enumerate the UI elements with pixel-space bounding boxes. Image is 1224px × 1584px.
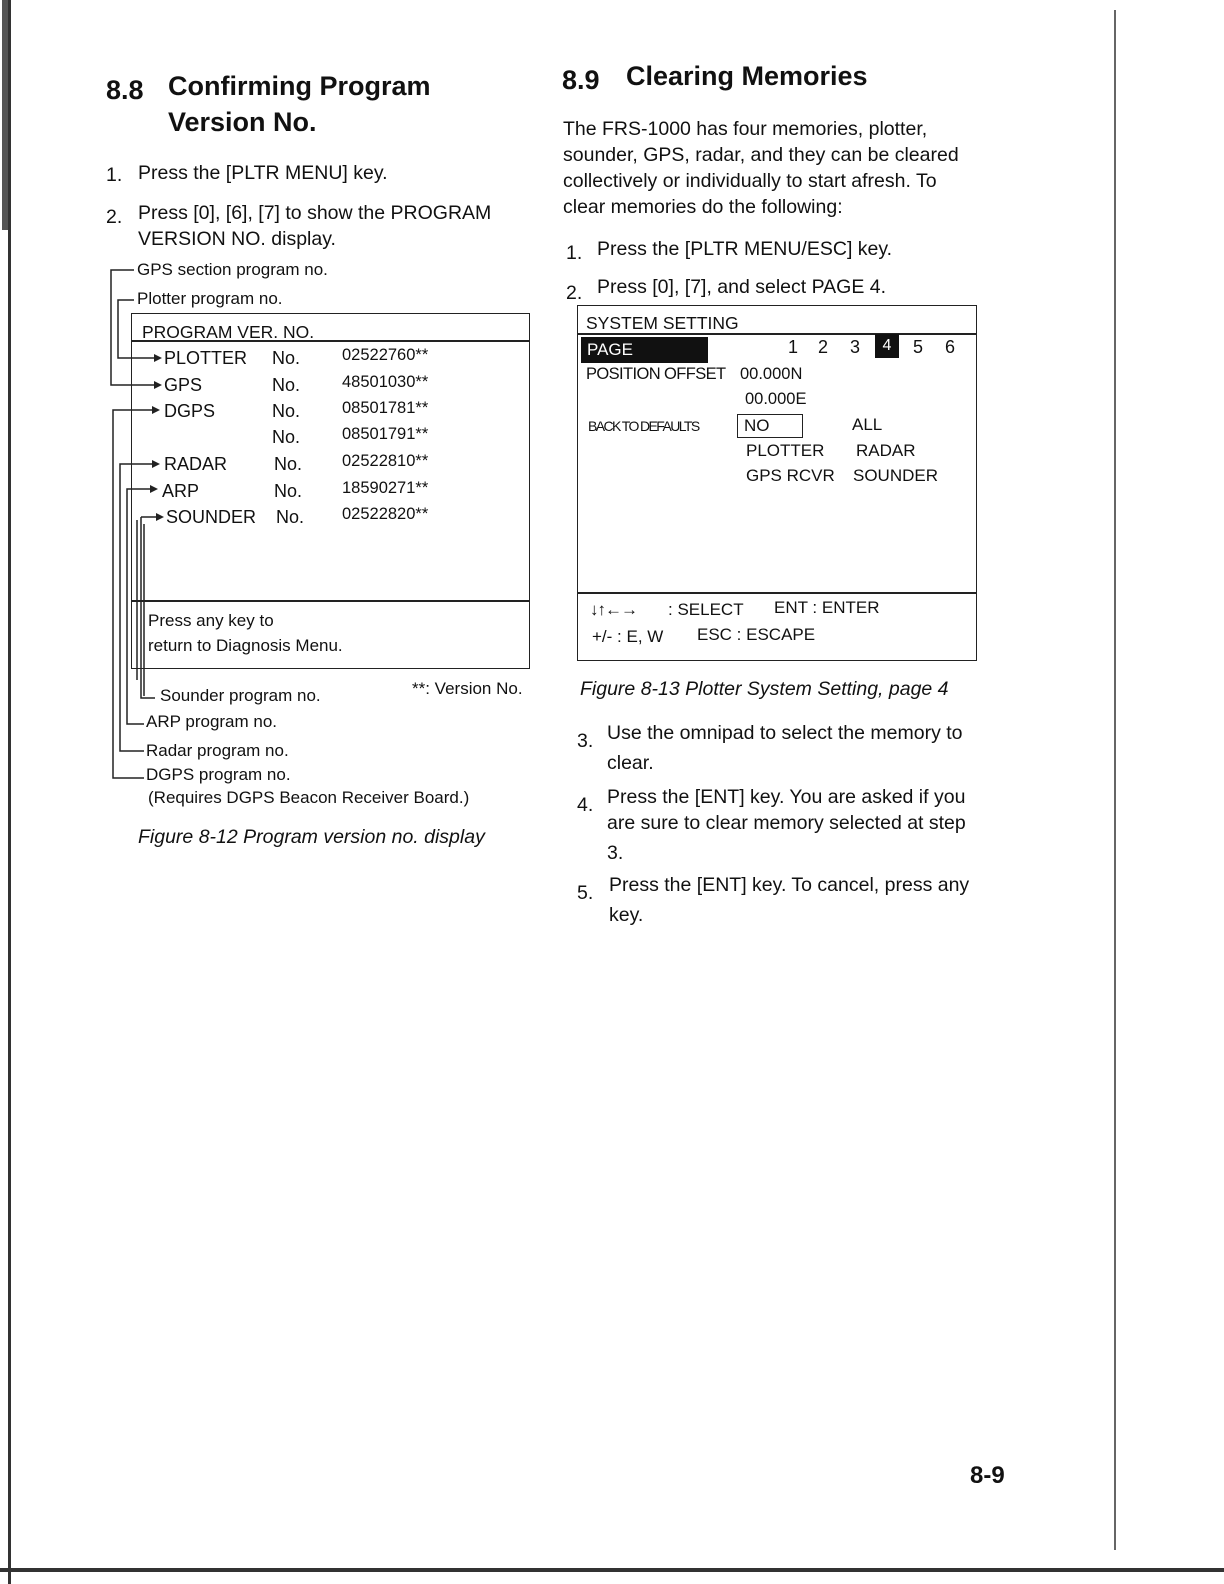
intro-line3: collectively or individually to start afresh. To <box>563 170 937 192</box>
row-dgps-ver: 08501781** <box>342 399 429 417</box>
section-title-line1: Confirming Program <box>168 71 431 101</box>
page-2[interactable]: 2 <box>818 337 829 357</box>
row-dgps2-no: No. <box>272 427 301 447</box>
page-1[interactable]: 1 <box>788 337 799 357</box>
right-step-3-number: 3. <box>577 730 594 752</box>
row-gps-no: No. <box>272 375 301 395</box>
step-2-text-line2: VERSION NO. display. <box>138 228 336 250</box>
option-plotter[interactable]: PLOTTER <box>746 441 825 460</box>
row-dgps2-ver: 08501791** <box>342 425 429 443</box>
help-arrows: ↓↑←→ <box>590 600 637 619</box>
requires-note: (Requires DGPS Beacon Receiver Board.) <box>148 788 470 807</box>
option-radar[interactable]: RADAR <box>856 441 916 460</box>
row-arp-no: No. <box>274 481 303 501</box>
row-sounder-ver: 02522820** <box>342 505 429 523</box>
screen-footer-line1: Press any key to <box>148 611 274 630</box>
row-plotter-no: No. <box>272 348 301 368</box>
row-sounder-no: No. <box>276 507 305 527</box>
row-radar-no: No. <box>274 454 303 474</box>
help-ew: +/- : E, W <box>592 627 664 646</box>
screen-title: PROGRAM VER. NO. <box>142 322 315 342</box>
help-select: : SELECT <box>668 600 744 619</box>
section-number-8-9: 8.9 <box>562 65 600 95</box>
right-step-5-line1: Press the [ENT] key. To cancel, press any <box>609 874 970 896</box>
right-step-4-line1: Press the [ENT] key. You are asked if you <box>607 786 966 808</box>
row-gps-ver: 48501030** <box>342 373 429 391</box>
row-gps-name: GPS <box>164 375 203 395</box>
row-plotter-ver: 02522760** <box>342 346 429 364</box>
row-dgps-no: No. <box>272 401 301 421</box>
row-radar-ver: 02522810** <box>342 452 429 470</box>
callout-arp-program: ARP program no. <box>146 712 278 731</box>
option-no-selected[interactable]: NO <box>737 414 803 438</box>
callout-radar-program: Radar program no. <box>146 741 289 760</box>
right-step-4-line2: are sure to clear memory selected at step <box>607 812 966 834</box>
help-ent: ENT : ENTER <box>774 598 880 617</box>
right-step-3-line2: clear. <box>607 752 654 774</box>
right-step-4-line3: 3. <box>607 842 624 864</box>
screen-footer-line2: return to Diagnosis Menu. <box>148 636 343 655</box>
option-all[interactable]: ALL <box>852 415 883 434</box>
intro-line2: sounder, GPS, radar, and they can be cleared <box>563 144 959 166</box>
option-gps-rcvr[interactable]: GPS RCVR <box>746 466 835 485</box>
row-dgps-name: DGPS <box>164 401 216 421</box>
right-step-3-line1: Use the omnipad to select the memory to <box>607 722 963 744</box>
page-5[interactable]: 5 <box>913 337 924 357</box>
step-2-text-line1: Press [0], [6], [7] to show the PROGRAM <box>138 202 492 224</box>
section-number-8-8: 8.8 <box>106 75 144 105</box>
row-sounder-name: SOUNDER <box>166 507 257 527</box>
position-offset-lat[interactable]: 00.000N <box>740 365 803 383</box>
intro-line4: clear memories do the following: <box>563 196 843 218</box>
right-step-2-text: Press [0], [7], and select PAGE 4. <box>597 276 887 298</box>
page-4-selected[interactable]: 4 <box>875 334 899 358</box>
row-arp-ver: 18590271** <box>342 479 429 497</box>
position-offset-label: POSITION OFFSET <box>586 365 726 383</box>
row-radar-name: RADAR <box>164 454 228 474</box>
right-step-5-number: 5. <box>577 882 594 904</box>
section-title-clearing: Clearing Memories <box>626 61 868 91</box>
right-step-1-text: Press the [PLTR MENU/ESC] key. <box>597 238 893 260</box>
system-help-divider <box>578 592 976 594</box>
callout-sounder-program: Sounder program no. <box>160 686 321 705</box>
page-6[interactable]: 6 <box>945 337 956 357</box>
callout-dgps-program: DGPS program no. <box>146 765 291 784</box>
callout-plotter-program: Plotter program no. <box>137 289 283 308</box>
figure-8-13-caption: Figure 8-13 Plotter System Setting, page 4 <box>580 678 949 700</box>
step-2-number: 2. <box>106 206 123 228</box>
step-1-number: 1. <box>106 164 123 186</box>
right-step-5-line2: key. <box>609 904 644 926</box>
row-plotter-name: PLOTTER <box>164 348 248 368</box>
row-arp-name: ARP <box>162 481 200 501</box>
page-number: 8-9 <box>970 1462 1005 1489</box>
version-note: **: Version No. <box>412 679 523 698</box>
intro-line1: The FRS-1000 has four memories, plotter, <box>563 118 928 140</box>
help-esc: ESC : ESCAPE <box>697 625 816 644</box>
right-step-4-number: 4. <box>577 794 594 816</box>
right-step-2-number: 2. <box>566 282 583 304</box>
figure-8-12-caption: Figure 8-12 Program version no. display <box>138 826 485 848</box>
right-step-1-number: 1. <box>566 242 583 264</box>
step-1-text: Press the [PLTR MENU] key. <box>138 162 388 184</box>
page-3[interactable]: 3 <box>850 337 861 357</box>
option-sounder[interactable]: SOUNDER <box>853 466 939 485</box>
callout-gps-section: GPS section program no. <box>137 260 328 279</box>
back-to-defaults-label: BACK TO DEFAULTS <box>588 418 699 434</box>
position-offset-lon[interactable]: 00.000E <box>745 390 807 408</box>
section-title-line2: Version No. <box>168 107 317 137</box>
page-label: PAGE <box>581 337 708 363</box>
system-title: SYSTEM SETTING <box>586 313 739 333</box>
